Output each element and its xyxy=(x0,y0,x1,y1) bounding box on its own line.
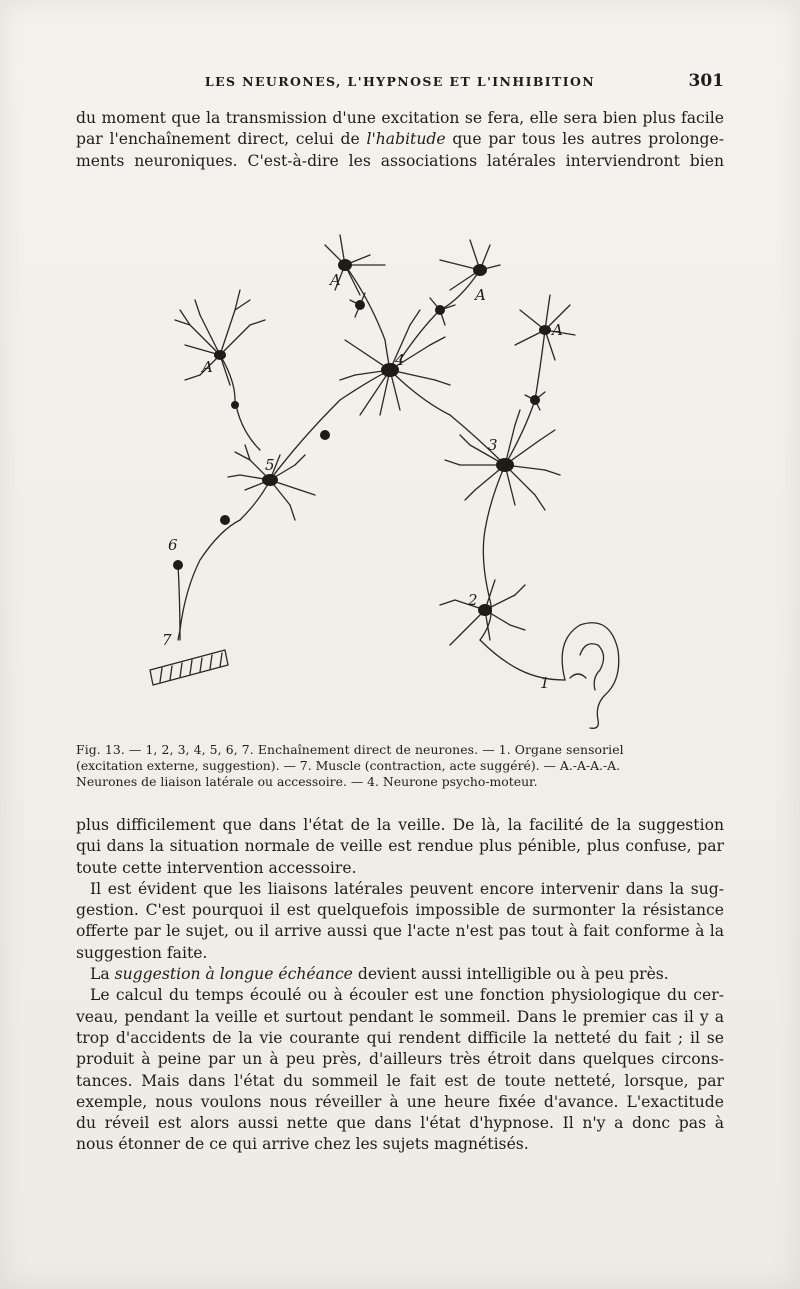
text-line: veau, pendant la veille et surtout pendant le sommeil. Dans le premier cas il y a xyxy=(76,1007,724,1026)
text-line: par l'enchaînement direct, celui de l'habitude que par tous les autres prolonge- xyxy=(76,130,724,149)
text-line: nous étonner de ce qui arrive chez les sujets magnétisés. xyxy=(76,1135,529,1154)
text-line: trop d'accidents de la vie courante qui rendent difficile la netteté du fait ; il se xyxy=(76,1028,724,1047)
emphasis-habitude: l'habitude xyxy=(366,130,446,149)
label-5: 5 xyxy=(265,456,275,474)
text-line: exemple, nous voulons nous réveiller à une heure fixée d'avance. L'exactitude xyxy=(76,1092,724,1111)
label-1: 1 xyxy=(540,674,550,692)
paragraph-bottom xyxy=(76,815,724,1156)
text-line: toute cette intervention accessoire. xyxy=(76,858,357,877)
label-3: 3 xyxy=(488,436,498,454)
text-line: du réveil est alors aussi nette que dans l'état d'hypnose. Il n'y a donc pas à xyxy=(76,1114,724,1133)
emphasis-suggestion: suggestion à longue échéance xyxy=(114,965,353,984)
label-A: A xyxy=(330,271,341,289)
paragraph-top xyxy=(76,108,724,172)
text-line: du moment que la transmission d'une excitation se fera, elle sera bien plus facile xyxy=(76,109,724,127)
text-line: Le calcul du temps écoulé ou à écouler est une fonction physiologique du cer- xyxy=(90,986,724,1005)
text-line: ments neuroniques. C'est-à-dire les associations latérales interviendront bien xyxy=(76,151,724,170)
neuron-chain-figure xyxy=(140,200,660,730)
figure-caption xyxy=(76,742,724,790)
text-line: Il est évident que les liaisons latérales peuvent encore intervenir dans la sug- xyxy=(90,879,724,898)
label-7: 7 xyxy=(162,631,172,649)
running-title: LES NEURONES, L'HYPNOSE ET L'INHIBITION xyxy=(204,74,596,89)
text-line: offerte par le sujet, ou il arrive aussi que l'acte n'est pas tout à fait conforme à la xyxy=(76,922,724,941)
text-line: plus difficilement que dans l'état de la veille. De là, la facilité de la suggestion xyxy=(76,816,724,834)
text-line: tances. Mais dans l'état du sommeil le fait est de toute netteté, lorsque, par xyxy=(76,1071,724,1090)
page-number: 301 xyxy=(688,71,724,91)
text-line: qui dans la situation normale de veille est rendue plus pénible, plus confuse, par xyxy=(76,837,724,856)
text-line: produit à peine par un à peu près, d'ailleurs très étroit dans quelques circons- xyxy=(76,1050,724,1069)
caption-line: Neurones de liaison latérale ou accessoire. — 4. Neurone psycho-moteur. xyxy=(76,774,538,789)
label-A: A xyxy=(202,358,213,376)
page-header xyxy=(76,71,724,96)
label-A: A xyxy=(475,286,486,304)
text-line: gestion. C'est pourquoi il est quelquefois impossible de surmonter la résistance xyxy=(76,901,724,920)
label-6: 6 xyxy=(168,536,178,554)
text-line: La suggestion à longue échéance devient aussi intelligible ou à peu près. xyxy=(90,965,669,984)
caption-line: (excitation externe, suggestion). — 7. Muscle (contraction, acte suggéré). — A.-A-A.-A. xyxy=(76,758,621,773)
label-2: 2 xyxy=(468,591,478,609)
label-A: A xyxy=(552,321,563,339)
caption-line: Fig. 13. — 1, 2, 3, 4, 5, 6, 7. Enchaînement direct de neurones. — 1. Organe sensoriel xyxy=(76,742,624,757)
label-4: 4 xyxy=(395,351,405,369)
text-line: suggestion faite. xyxy=(76,943,208,962)
